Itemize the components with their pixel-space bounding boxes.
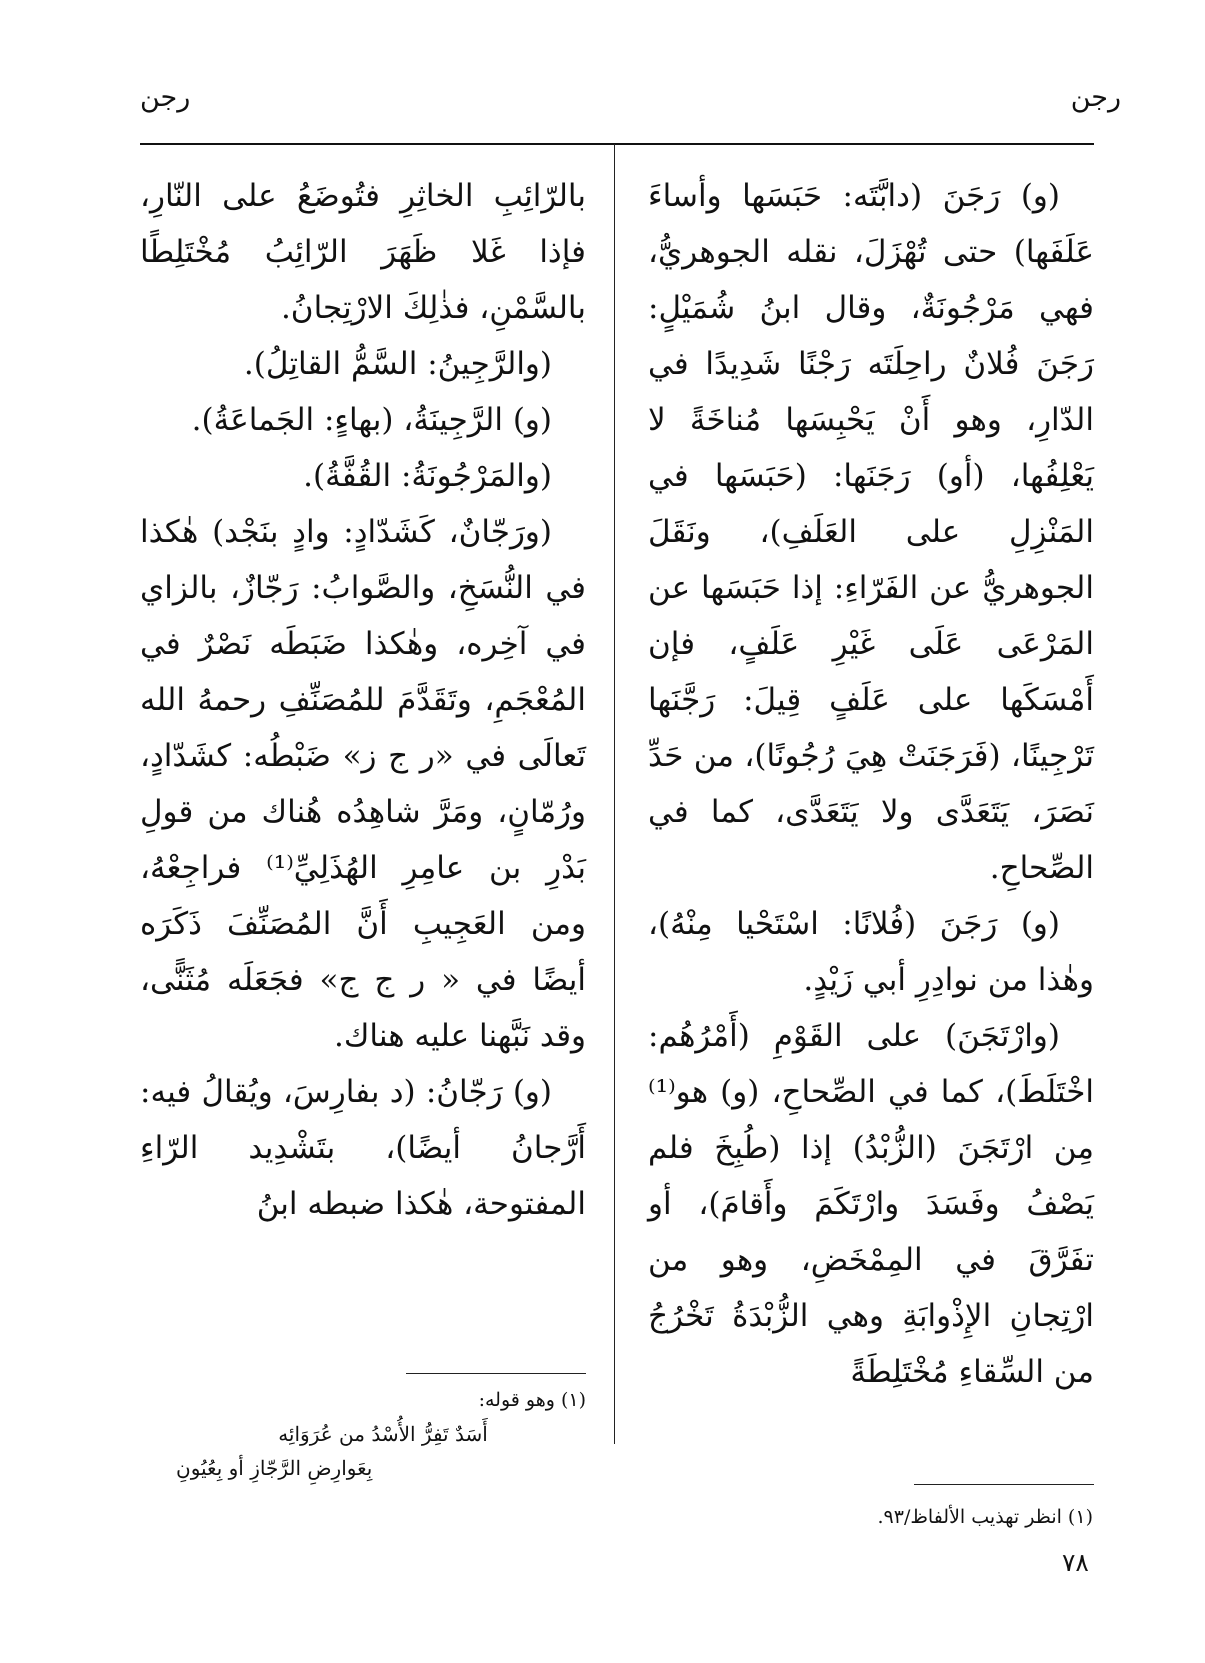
- page-number: ٧٨: [1062, 1548, 1089, 1577]
- paragraph: (و) رَجَنَ (فُلانًا: اسْتَحْيا مِنْهُ)، وهٰذا من نوادِرِ أبي زَيْدٍ.: [648, 906, 1094, 998]
- footnote-right: (١) انظر تهذيب الألفاظ/٩٣.: [877, 1506, 1093, 1528]
- running-header-right: رجن: [1070, 82, 1121, 113]
- paragraph: (و) رَجَنَ (دابَّتَه: حَبَسَها وأساءَ عَلَفَها) حتى تُهْزَلَ، نقله الجوهريُّ، فهي مَرْجُونَةٌ، وقال ابنُ شُمَيْلٍ: رَجَنَ فُلانٌ راحِلَتَه رَجْنًا شَدِيدًا في الدّارِ، وهو أَنْ يَحْبِسَها مُناخَةً لا يَعْلِفُها، (أو) رَجَنَها: (حَبَسَها في المَنْزِلِ على العَلَفِ)، ونَقَلَ الجوهريُّ عن الفَرّاءِ: إذا حَبَسَها عن المَرْعَى عَلَى غَيْرِ عَلَفٍ، فإن أَمْسَكَها على عَلَفٍ قِيلَ: رَجَّنَها تَرْجِينًا، (فَرَجَنَتْ هِيَ رُجُونًا)، من حَدِّ نَصَرَ، يَتَعَدَّى ولا يَتَعَدَّى، كما في الصِّحاحِ.: [648, 178, 1094, 886]
- running-header-left: رجن: [140, 82, 191, 113]
- paragraph: (والمَرْجُونَةُ: القُفَّةُ).: [303, 458, 552, 494]
- paragraph: (و) رَجّانُ: (د بفارِسَ، ويُقالُ فيه: أَرَّجانُ أيضًا)، بتَشْدِيد الرّاءِ المفتوحة، هٰكذا ضبطه ابنُ: [140, 1074, 586, 1222]
- paragraph: (وارْتَجَنَ) على القَوْمِ (أَمْرُهُم: اخْتَلَطَ)، كما في الصِّحاحِ، (و) هو⁽¹⁾ مِن ارْتَجَنَ (الزُّبْدُ) إذا (طُبِخَ فلم يَصْفُ وفَسَدَ وارْتَكَمَ وأَقامَ)، أو تفَرَّقَ في المِمْخَضِ، وهو من ارْتِجانِ الإِذْوابَةِ وهي الزُّبْدَةُ تَخْرُجُ من السِّقاءِ مُخْتَلِطَةً: [648, 1018, 1094, 1390]
- column-divider: [614, 144, 615, 1444]
- right-column: [648, 168, 1094, 1400]
- footnote-rule-left: [406, 1373, 586, 1374]
- paragraph: بالرّائِبِ الخاثِرِ فتُوضَعُ على النّارِ، فإذا غَلا ظَهَرَ الرّائِبُ مُخْتَلِطًا بالسَّمْنِ، فذٰلِكَ الارْتِجانُ.: [140, 178, 586, 326]
- paragraph: (و) الرَّجِينَةُ، (بهاءٍ: الجَماعَةُ).: [191, 402, 552, 438]
- footnote-rule-right: [914, 1484, 1094, 1485]
- footnote-verse-1: أَسَدٌ تَفِرُّ الأُسْدُ من عُرَوَائِه: [278, 1422, 488, 1446]
- paragraph: (ورَجّانٌ، كَشَدّادٍ: وادٍ بنَجْد) هٰكذا في النُّسَخِ، والصَّوابُ: رَجّازٌ، بالزاي في آخِره، وهٰكذا ضَبَطَه نَصْرٌ في المُعْجَمِ، وتَقَدَّمَ للمُصَنِّفِ رحمهُ الله تَعالَى في «ر ج ز» ضَبْطُه: كشَدّادٍ، ورُمّانٍ، ومَرَّ شاهِدُه هُناك من قولِ بَدْرِ بن عامِرِ الهُذَلِيِّ⁽¹⁾ فراجِعْهُ، ومن العَجِيبِ أَنَّ المُصَنِّفَ ذَكَرَه أيضًا في « ر ج ج» فجَعَلَه مُثَنًّى، وقد نَبَّهنا عليه هناك.: [140, 514, 587, 1054]
- footnote-verse-2: بِعَوارِضِ الرَّجّازِ أو بِعُيُونِ: [176, 1456, 373, 1480]
- footnote-left: [140, 1383, 586, 1485]
- header-rule: [140, 143, 1094, 145]
- left-column: [140, 168, 586, 1232]
- paragraph: (والرَّجِينُ: السَّمُّ القاتِلُ).: [243, 346, 552, 382]
- footnote-intro: (١) وهو قوله:: [478, 1389, 586, 1411]
